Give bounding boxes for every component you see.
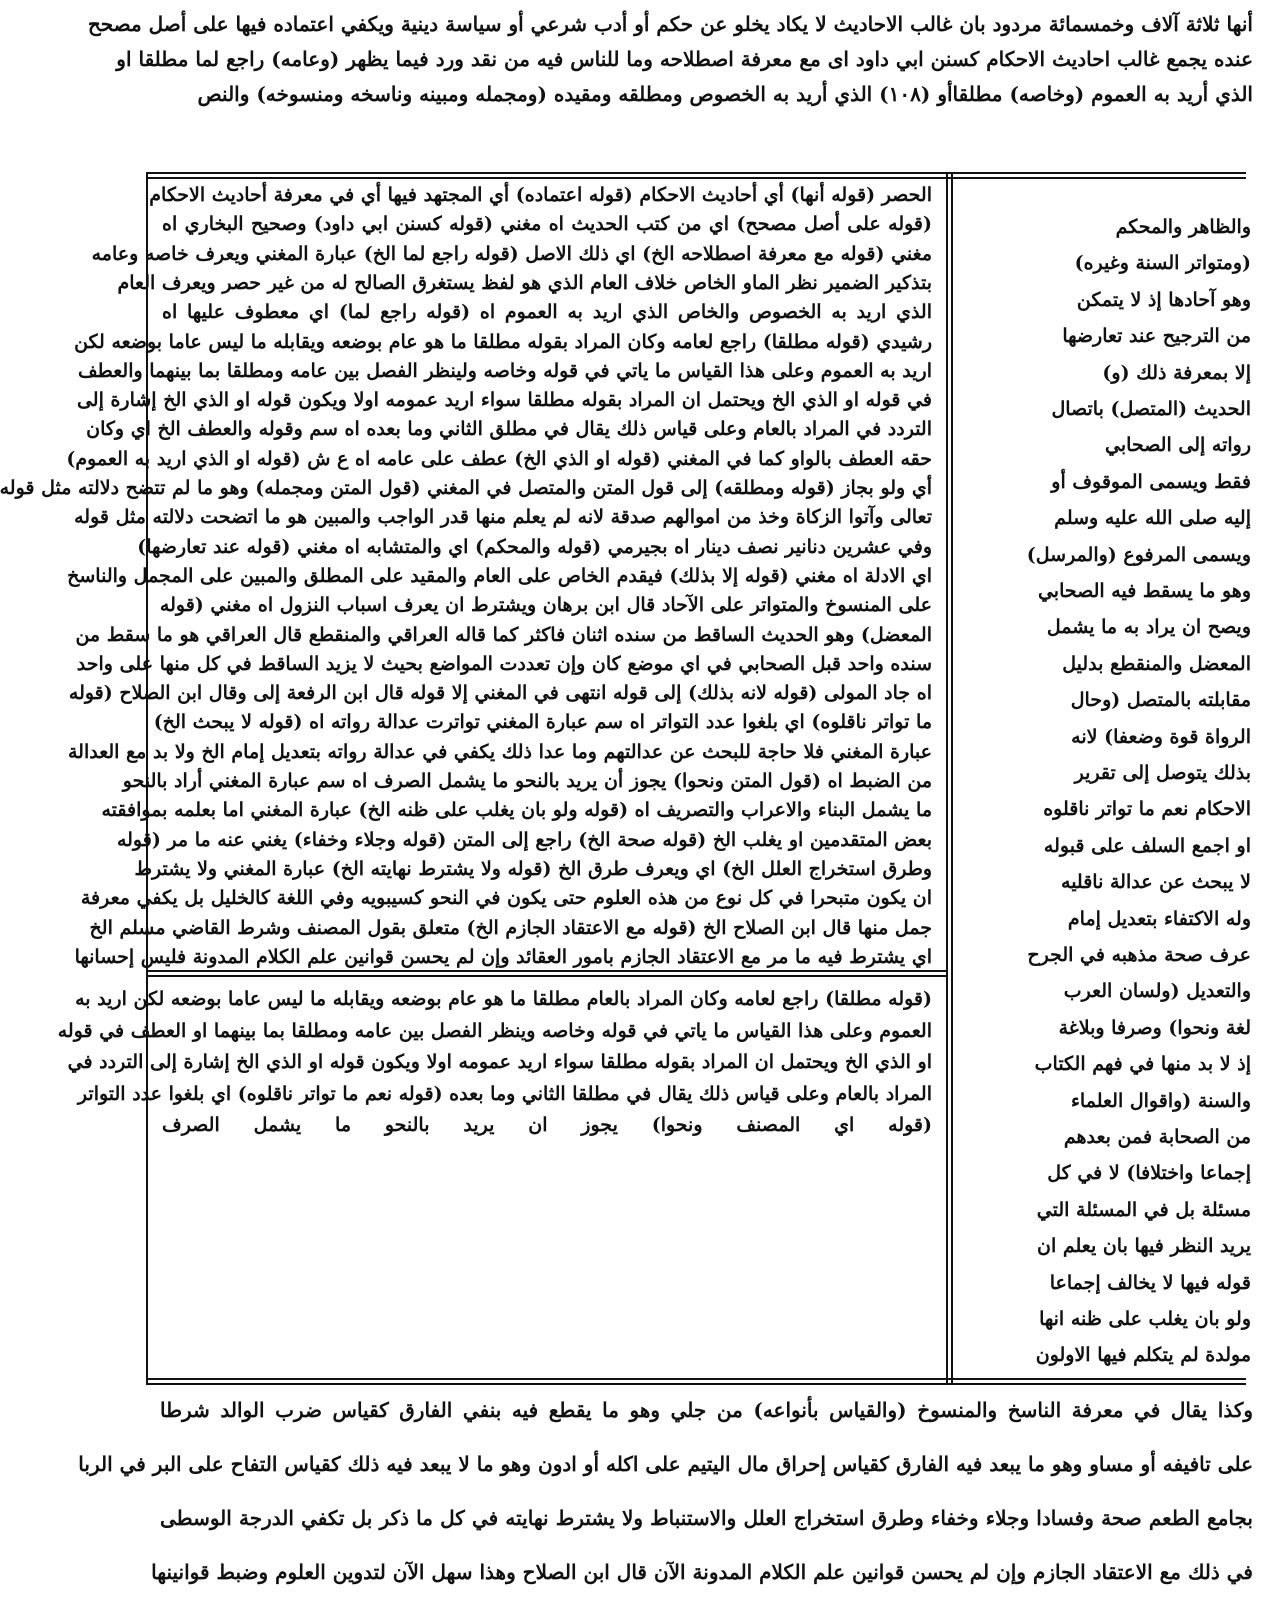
frame-top-rule	[146, 172, 1246, 174]
commentary-line: رشيدي (قوله مطلقا) راجع لعامه وكان المراد بقوله مطلقا ما هو عام بوضعه ويقابله ما ليس عاما بوضعه لكن	[74, 330, 932, 353]
commentary-line: ان يكون متبحرا في كل نوع من هذه العلوم حتى يكون في النحو كسيبويه وفي اللغة كالخليل بل يكفي معرفة	[80, 887, 932, 910]
side-text-line: الحديث (المتصل) باتصال	[1051, 398, 1251, 420]
commentary-line: في قوله او الذي الخ ويحتمل ان المراد بقوله مطلقا سواء اريد عمومه اولا ويكون قوله او الذي الخ إشارة إلى	[76, 389, 932, 412]
footnote-line: او الذي الخ ويحتمل ان المراد بقوله مطلقا سواء اريد عمومه اولا ويكون قوله او الذي الخ إشارة إلى التردد في	[67, 1051, 932, 1073]
footnote-line: (قوله مطلقا) راجع لعامه وكان المراد بالعام مطلقا ما هو عام بوضعه ويقابله ما ليس عاما بوضعه لكن اريد به	[75, 988, 932, 1010]
commentary-line: تعالى وآتوا الزكاة وخذ من اموالهم صدقة لانه لم يعلم منها قدر الواجب والمبين هو ما اتضحت دلالته مثل قوله	[74, 506, 932, 529]
column-divider-rule-inner	[951, 172, 953, 1383]
side-text-line: المعضل والمنقطع بدليل	[1062, 652, 1251, 675]
side-text-line: او اجمع السلف على قبوله	[1043, 834, 1251, 857]
top-text-line: عنده يجمع غالب احاديث الاحكام كسنن ابي داود اى مع معرفة اصطلاحه وما للناس فيه من نقد ورد فيما يظهر (وعامه) راجع لما مطلقا او	[116, 47, 1253, 71]
side-text-line: مولدة لم يتكلم فيها الاولون	[1035, 1344, 1251, 1367]
commentary-line: من الضبط اه (قول المتن ونحوا) يجوز أن يريد بالنحو ما يشمل الصرف اه سم عبارة المغني أراد بالنحو	[122, 770, 932, 792]
commentary-line: بتذكير الضمير نظر الماو الخاص خلاف العام الذي هو لفظ يستغرق الصالح له من غير حصر ويعرف العام	[117, 271, 932, 294]
side-text-line: عرف صحة مذهبه في الجرح	[1027, 944, 1251, 966]
commentary-line: عبارة المغني فلا حاجة للبحث عن عدالتهم وما عدا ذلك يكفي في عدالة رواته بتعديل إمام الخ ولا بد مع العدالة	[67, 740, 932, 763]
side-text-line: مقابلته بالمتصل (وحال	[1070, 689, 1251, 712]
footnote-divider-rule	[146, 970, 948, 972]
side-text-line: وله الاكتفاء بتعديل إمام	[1067, 907, 1251, 930]
side-text-line: مسئلة بل في المسئلة التي	[1036, 1198, 1251, 1221]
side-text-line: إذ لا بد منها في فهم الكتاب	[1034, 1053, 1251, 1076]
commentary-line: المعضل) وهو الحديث الساقط من سنده اثنان فاكثر كما قاله العراقي والمنقطع قال العراقي هو ما سقط من	[75, 623, 932, 646]
side-text-line: والسنة (واقوال العلماء	[1071, 1089, 1251, 1112]
commentary-line: وفي عشرين دنانير نصف دينار اه بجيرمي (قوله والمحكم) اي والمتشابه اه مغني (قوله عند تعارضها)	[137, 535, 932, 558]
commentary-line: سنده واحد قبل الصحابي في اي موضع كان وإن تعددت المواضع بحيث لا يزيد الساقط في كل منها على واحد	[76, 652, 932, 675]
commentary-line: وطرق استخراج العلل الخ) اي ويعرف طرق الخ (قوله ولا يشترط نهايته الخ) عبارة المغني ولا يشترط	[134, 857, 932, 880]
side-text-line: وهو آحادها إذ لا يتمكن	[1076, 288, 1251, 311]
commentary-line: التردد في المراد بالعام وعلى قياس ذلك يقال في مطلق الثاني وما بعده اه سم وقوله والعطف الخ اي وكان	[86, 418, 932, 441]
side-text-line: فقط ويسمى الموقوف أو	[1051, 470, 1251, 493]
commentary-line: الذي اريد به الخصوص والخاص الذي اريد به العموم اه (قوله راجع لما) اي معطوف عليها اه	[162, 301, 932, 324]
commentary-line: بعض المتقدمين او يغلب الخ (قوله صحة الخ) راجع إلى المتن (قوله وجلاء وخفاء) يغني عنه ما مر (قوله	[116, 828, 932, 851]
side-text-line: ويسمى المرفوع (والمرسل)	[1026, 543, 1251, 566]
bottom-text-line: على تافيفه أو مساو وهو ما يبعد فيه الفارق كقياس إحراق مال اليتيم على اكله أو ادون وهو ما لا يبعد فيه ذلك كقياس التفاح على البر في الربا	[78, 1452, 1253, 1476]
side-text-line: وهو ما يسقط فيه الصحابي	[1037, 580, 1251, 602]
frame-bottom-rule	[146, 1378, 1246, 1380]
side-text-line: لغة ونحوا) وصرفا وبلاغة	[1058, 1016, 1251, 1039]
side-text-line: من الصحابة فمن بعدهم	[1063, 1126, 1251, 1148]
side-text-line: والتعديل (ولسان العرب	[1063, 980, 1251, 1003]
footnote-divider-rule-inner	[146, 975, 948, 977]
bottom-text-line: في ذلك مع الاعتقاد الجازم وإن لم يحسن قوانين علم الكلام المدونة الآن قال ابن الصلاح وهذا سهل الآن لتدوين العلوم وضبط قوانينها	[151, 1560, 1253, 1584]
commentary-line: مغني (قوله مع معرفة اصطلاحه الخ) اي ذلك الاصل (قوله راجع لما الخ) عبارة المغني ويعرف خاصه وعامه	[91, 242, 932, 265]
side-text-line: والظاهر والمحكم	[1115, 216, 1251, 238]
commentary-line: اي الادلة اه مغني (قوله إلا بذلك) فيقدم الخاص على العام والمقيد على المطلق والمبين على المجمل والناسخ	[67, 564, 932, 587]
top-text-line: الذي أريد به العموم (وخاصه) مطلقاأو (١٠٨) الذي أريد به الخصوص ومطلقه ومقيده (ومجمله ومبينه وناسخه ومنسوخه) والنص	[197, 82, 1253, 106]
side-text-line: الرواة قوة وضعفا) لانه	[1071, 725, 1251, 748]
side-text-line: قوله فيها لا يخالف إجماعا	[1049, 1271, 1251, 1294]
commentary-line: ما تواتر ناقلوه) اي بلغوا عدد التواتر اه سم عبارة المغني تواترت عدالة رواته اه (قوله لا يبحث الخ)	[153, 711, 932, 734]
commentary-line: اي يشترط فيه ما مر مع الاعتقاد الجازم بامور العقائد وإن لم يحسن قوانين علم الكلام المدونة فليس إحسانها	[74, 945, 932, 968]
side-text-line: إجماعا واختلافا) لا في كل	[1047, 1162, 1251, 1185]
commentary-line: (قوله على أصل مصحح) اي من كتب الحديث اه مغني (قوله كسنن ابي داود) وصحيح البخاري اه	[162, 213, 932, 236]
commentary-line: اه جاد المولى (قوله لانه بذلك) إلى قوله انتهى في المغني إلا قوله قال ابن الرفعة إلى وقال ابن الصلاح (قوله	[68, 682, 932, 705]
side-text-line: يريد النظر فيها بان يعلم ان	[1037, 1235, 1251, 1258]
side-text-line: إلا بمعرفة ذلك (و)	[1102, 361, 1251, 384]
commentary-line: ما يشمل البناء والاعراب والتصريف اه (قوله ولو بان يغلب على ظنه الخ) عبارة المغني اما بعلمه بموافقته	[101, 799, 932, 822]
side-text-line: إليه صلى الله عليه وسلم	[1054, 507, 1251, 530]
frame-bottom-rule-inner	[146, 1383, 1246, 1385]
commentary-line: على المنسوخ والمتواتر على الآحاد قال ابن برهان ويشترط ان يعرف اسباب النزول اه مغني (قوله	[159, 594, 932, 617]
footnote-line: العموم وعلى هذا القياس ما ياتي في قوله وخاصه وينظر الفصل بين عامه ومطلقا بما بينهما او العطف في قوله	[57, 1019, 932, 1042]
commentary-line: أي ولو بجاز (قوله ومطلقه) إلى قول المتن والمتصل في المغني (قول المتن ومجمله) وهو ما لم تتضح دلالته مثل قوله	[0, 477, 932, 499]
frame-top-rule-inner	[146, 177, 1246, 179]
bottom-text-line: وكذا يقال في معرفة الناسخ والمنسوخ (والقياس بأنواعه) من جلي وهو ما يقطع فيه بنفي الفارق كقياس ضرب الوالد شرطا	[160, 1398, 1253, 1422]
bottom-text-line: بجامع الطعم صحة وفسادا وجلاء وخفاء وطرق استخراج العلل والاستنباط ولا يشترط نهايته في كل ما ذكر بل تكفي الدرجة الوسطى	[160, 1506, 1253, 1530]
side-text-line: ولو بان يغلب على ظنه انها	[1039, 1308, 1251, 1330]
side-text-line: لا يبحث عن عدالة ناقليه	[1061, 871, 1251, 894]
footnote-line: (قوله اي المصنف ونحوا) يجوز ان يريد بالنحو ما يشمل الصرف	[162, 1114, 932, 1136]
commentary-line: الحصر (قوله أنها) أي أحاديث الاحكام (قوله اعتماده) أي المجتهد فيها أي في معرفة أحاديث الاحكام	[149, 184, 932, 206]
side-text-line: (ومتواتر السنة وغيره)	[1074, 252, 1251, 275]
side-text-line: الاحكام نعم ما تواتر ناقلوه	[1043, 798, 1251, 821]
commentary-line: اريد به العموم وعلى هذا القياس ما ياتي في قوله وخاصه ولينظر الفصل بين عامه ومطلقا بما بينهما والعطف	[77, 359, 932, 382]
top-text-line: أنها ثلاثة آلاف وخمسمائة مردود بان غالب الاحاديث لا يكاد يخلو عن حكم أو أدب شرعي أو سياسة دينية ويكفي اعتماده فيها على أصل مصحح	[87, 12, 1253, 36]
side-text-line: رواته إلى الصحابي	[1105, 434, 1251, 457]
commentary-line: جمل منها قال ابن الصلاح الخ (قوله مع الاعتقاد الجازم الخ) متعلق بقول المصنف وشرط القاضي مسلم الخ	[89, 916, 932, 939]
side-text-line: ويصح ان يراد به ما يشمل	[1046, 616, 1251, 639]
column-divider-rule	[946, 172, 948, 1383]
side-text-line: بذلك يتوصل إلى تقرير	[1074, 762, 1251, 784]
side-text-line: من الترجيح عند تعارضها	[1062, 325, 1251, 348]
footnote-line: المراد بالعام وعلى قياس ذلك يقال في مطلقا الثاني وما بعده (قوله نعم ما تواتر ناقلوه) اي بلغوا عدد التواتر	[77, 1082, 932, 1105]
commentary-line: حقه العطف بالواو كما في المغني (قوله او الذي الخ) عطف على عامه اه ع ش (قوله او الذي اريد به العموم)	[66, 447, 932, 470]
